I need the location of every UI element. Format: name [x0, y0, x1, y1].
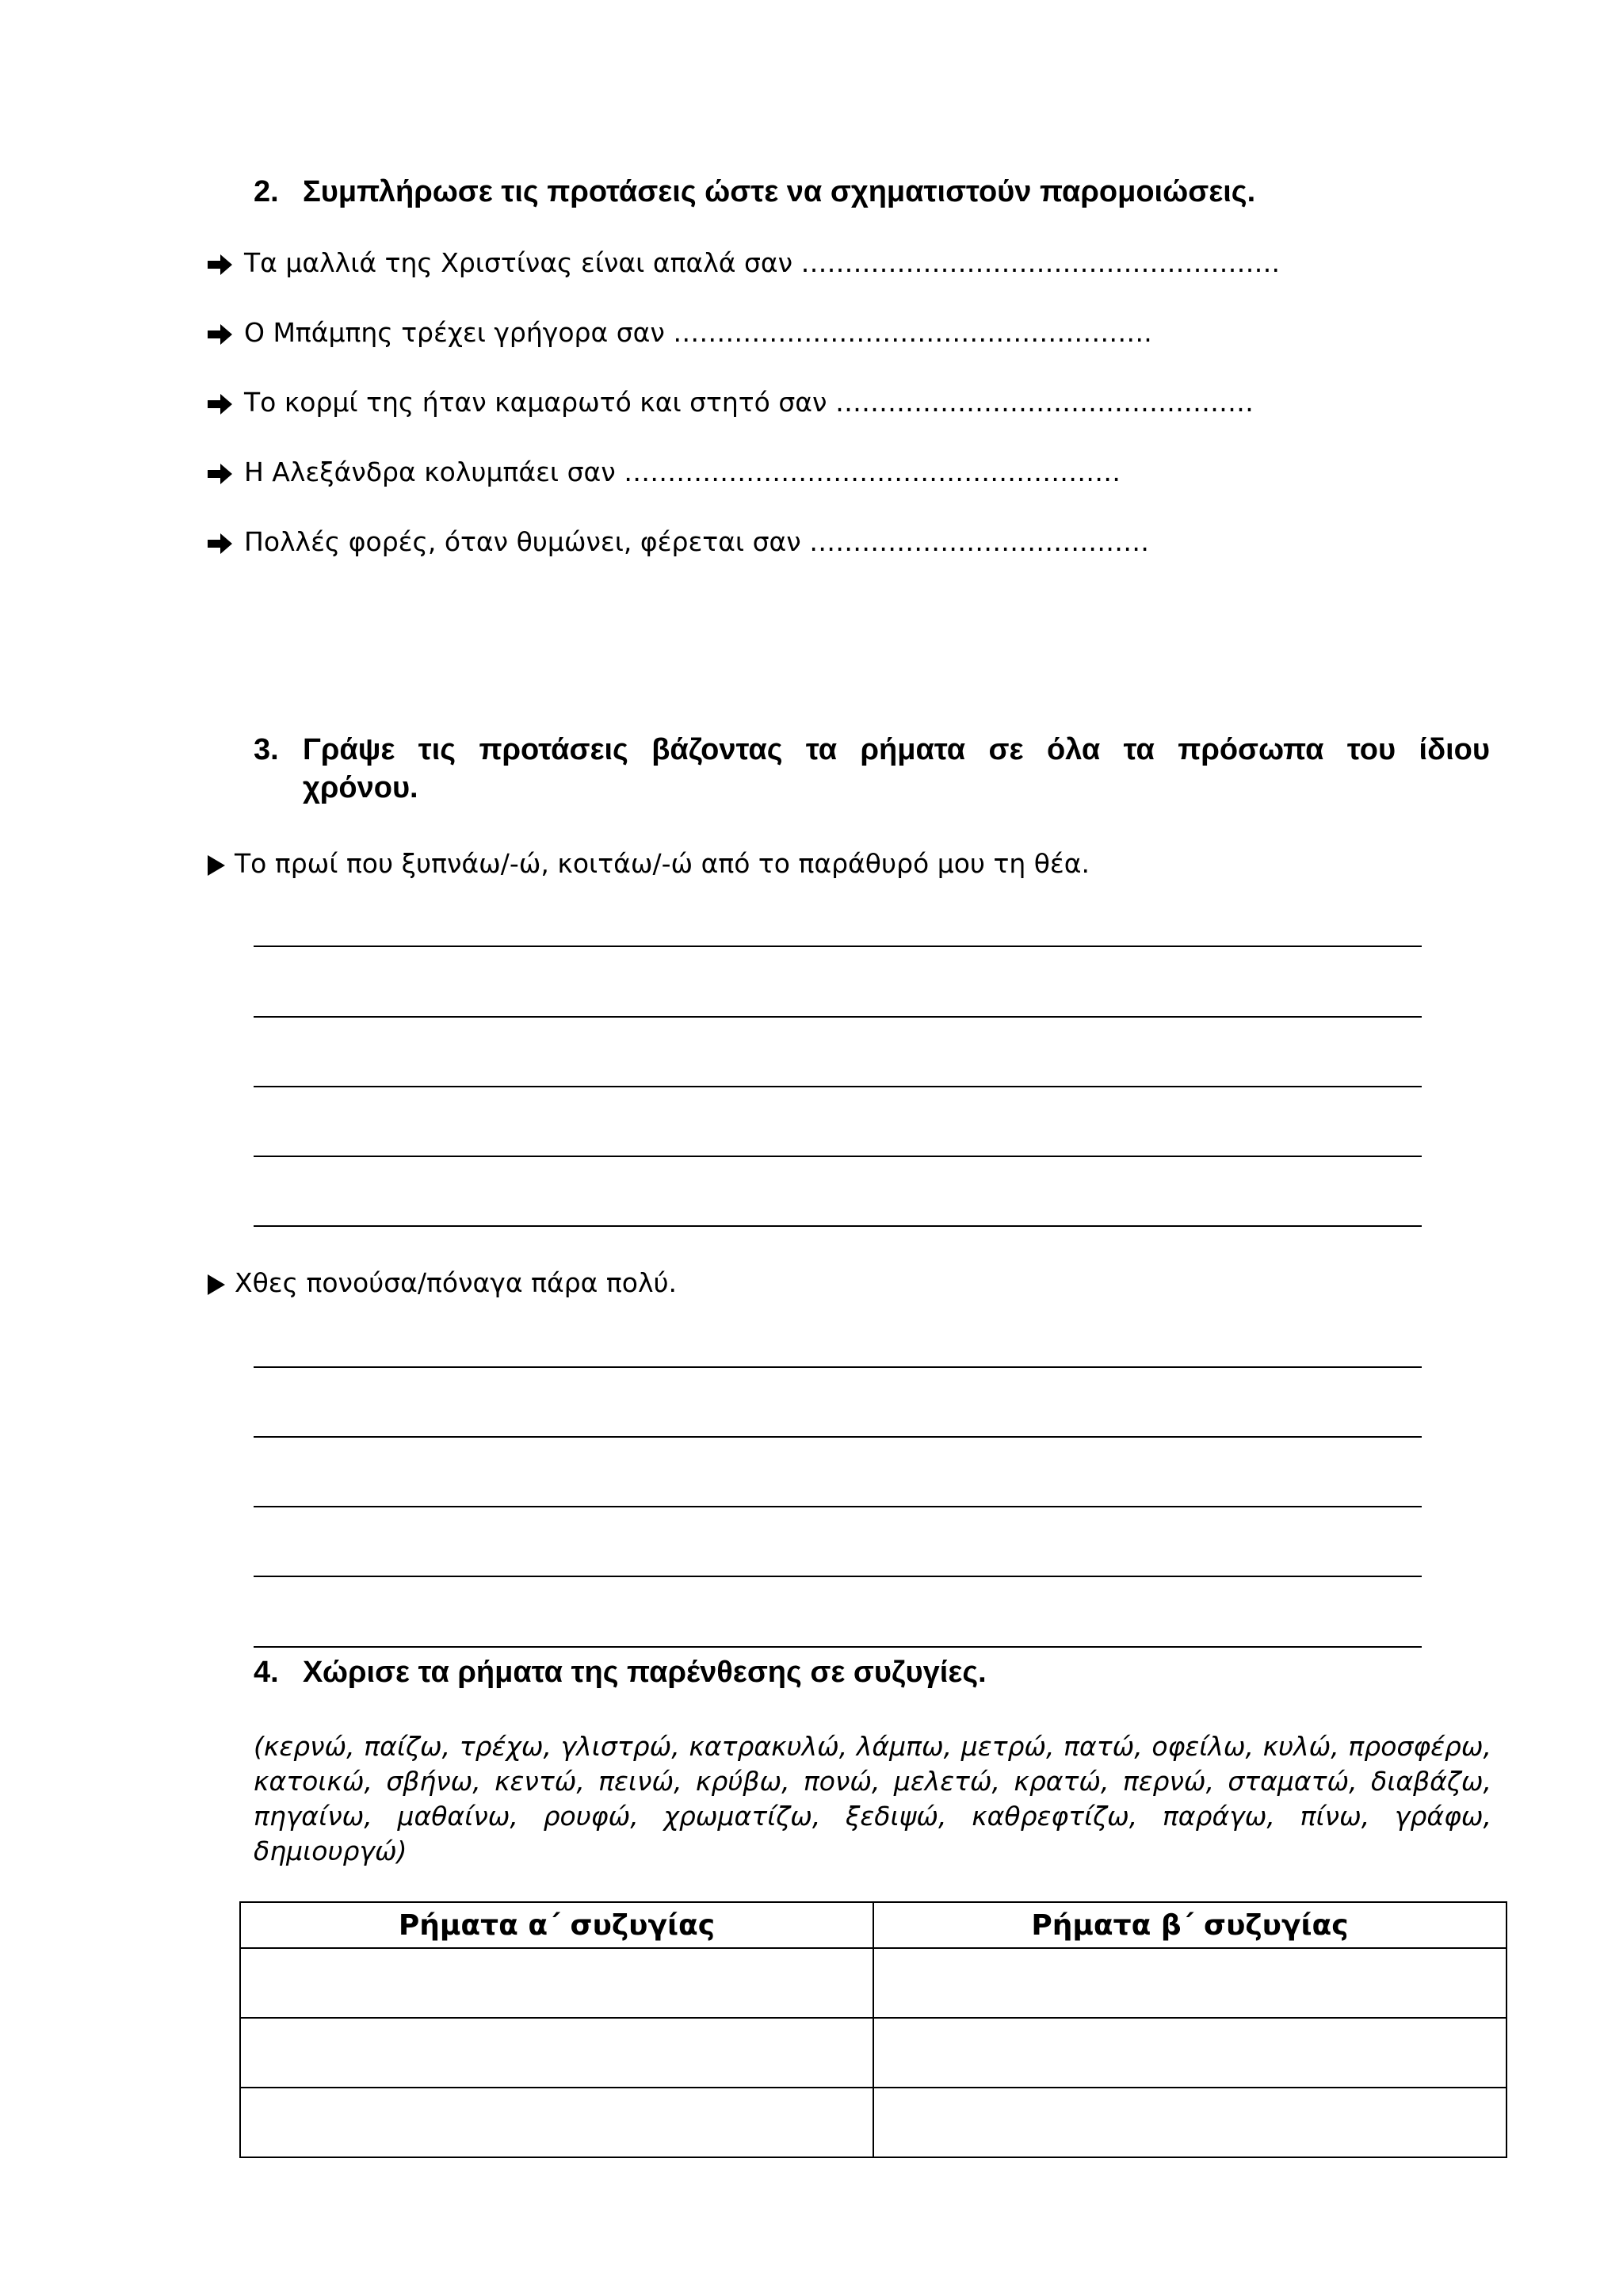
q2-title: Συμπλήρωσε τις προτάσεις ώστε να σχηματιστούν παρομοιώσεις.	[303, 175, 1256, 208]
table-cell[interactable]	[240, 2088, 873, 2157]
q3-heading	[254, 731, 1490, 807]
q2-number: 2.	[254, 175, 279, 208]
q3-sentence-text: Το πρωί που ξυπνάω/-ώ, κοιτάω/-ώ από το παράθυρό μου τη θέα.	[235, 848, 1090, 879]
verb-list: (κερνώ, παίζω, τρέχω, γλιστρώ, κατρακυλώ, λάμπω, μετρώ, πατώ, οφείλω, κυλώ, προσφέρω, κατοικώ, σβήνω, κεντώ, πεινώ, κρύβω, πονώ, μελετώ, κρατώ, περνώ, σταματώ, διαβάζω, πηγαίνω, μαθαίνω, ρουφώ, χρωματίζω, ξεδιψώ, καθρεφτίζω, παράγω, πίνω, γράφω, δημιουργώ)	[254, 1731, 1491, 1866]
q2-item-text: Ο Μπάμπης τρέχει γρήγορα σαν ……………………………………………….	[244, 317, 1152, 348]
q4-heading	[254, 1653, 987, 1691]
q2-item-5	[208, 525, 1149, 560]
table-row	[240, 2018, 1507, 2088]
arrow-right-icon	[208, 393, 233, 415]
q2-item-4	[208, 455, 1121, 490]
table-cell[interactable]	[873, 1948, 1507, 2018]
arrow-right-icon	[208, 254, 233, 276]
answer-line[interactable]	[254, 1366, 1422, 1368]
q2-item-text: Τα μαλλιά της Χριστίνας είναι απαλά σαν ……………………………………………….	[244, 247, 1281, 278]
q2-item-3	[208, 385, 1254, 420]
answer-line[interactable]	[254, 1576, 1422, 1577]
triangle-right-icon	[208, 854, 225, 877]
q2-item-1	[208, 246, 1280, 281]
answer-line[interactable]	[254, 946, 1422, 947]
answer-line[interactable]	[254, 1436, 1422, 1438]
q3-title-line2: χρόνου.	[303, 771, 418, 804]
q2-item-text: Η Αλεξάνδρα κολυμπάει σαν …………………………………………………	[244, 457, 1121, 487]
q2-heading	[254, 173, 1255, 211]
answer-line[interactable]	[254, 1156, 1422, 1157]
q3-title-line1: Γράψε τις προτάσεις βάζοντας τα ρήματα σε όλα τα πρόσωπα του ίδιου	[303, 733, 1490, 766]
q3-sentence-2	[208, 1266, 677, 1301]
table-cell[interactable]	[873, 2088, 1507, 2157]
q4-title: Χώρισε τα ρήματα της παρένθεσης σε συζυγίες.	[303, 1656, 987, 1689]
q3-number: 3.	[254, 733, 279, 766]
answer-line[interactable]	[254, 1016, 1422, 1018]
q2-item-2	[208, 315, 1152, 350]
q3-sentence-text: Χθες πονούσα/πόναγα πάρα πολύ.	[235, 1267, 678, 1298]
answer-line[interactable]	[254, 1225, 1422, 1227]
answer-line[interactable]	[254, 1086, 1422, 1087]
table-cell[interactable]	[240, 2018, 873, 2088]
triangle-right-icon	[208, 1274, 225, 1296]
table-cell[interactable]	[873, 2018, 1507, 2088]
conjugation-table	[239, 1901, 1507, 2158]
table-cell[interactable]	[240, 1948, 873, 2018]
answer-line[interactable]	[254, 1506, 1422, 1507]
q3-sentence-1	[208, 846, 1090, 881]
answer-line[interactable]	[254, 1646, 1422, 1648]
table-row	[240, 1948, 1507, 2018]
arrow-right-icon	[208, 323, 233, 346]
arrow-right-icon	[208, 533, 233, 555]
arrow-right-icon	[208, 463, 233, 485]
table-header-first-conjugation: Ρήματα α΄ συζυγίας	[240, 1902, 873, 1948]
q2-item-text: Πολλές φορές, όταν θυμώνει, φέρεται σαν …………………………………	[244, 526, 1150, 557]
q4-number: 4.	[254, 1656, 279, 1689]
table-header-second-conjugation: Ρήματα β΄ συζυγίας	[873, 1902, 1507, 1948]
q2-item-text: Το κορμί της ήταν καμαρωτό και στητό σαν …………………………………………	[244, 387, 1254, 418]
table-row	[240, 2088, 1507, 2157]
